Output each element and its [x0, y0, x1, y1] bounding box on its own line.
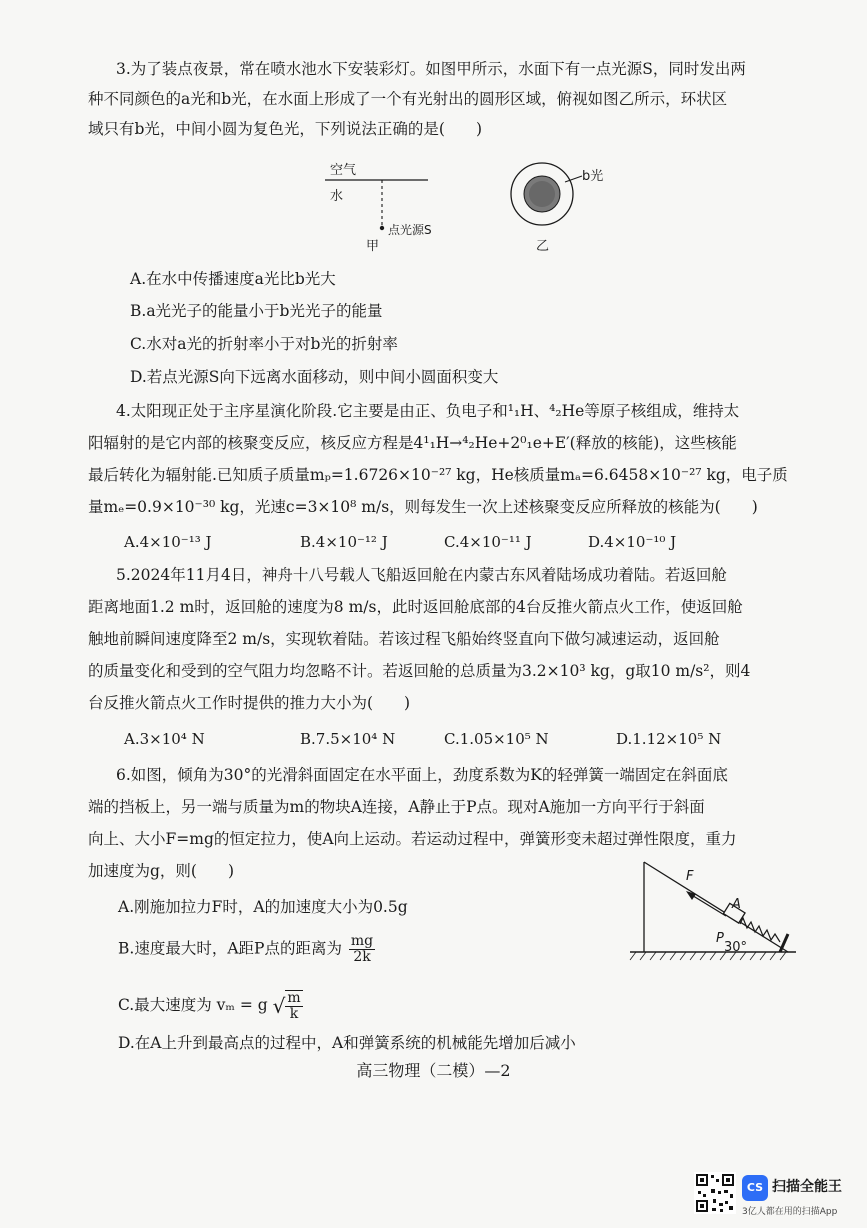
fig-incline-A: A [732, 897, 741, 912]
q6-option-b-text: B.速度最大时，A距P点的距离为 [118, 939, 342, 958]
q6-option-c-numerator: m [287, 990, 301, 1006]
q6-option-c-fraction [285, 990, 302, 1022]
q6-option-c-denominator: k [289, 1006, 299, 1022]
q5-option-a: A.3×10⁴ N [124, 730, 205, 748]
q4-option-b: B.4×10⁻¹² J [300, 533, 388, 551]
fig-jia-air: 空气 [330, 163, 357, 178]
q6-line3: 向上、大小F=mg的恒定拉力，使A向上运动。若运动过程中，弹簧形变未超过弹性限度，重力 [88, 830, 737, 848]
figure-incline [628, 856, 803, 966]
fig-incline-F: F [686, 869, 694, 884]
q4-line2: 阳辐射的是它内部的核聚变反应，核反应方程是4¹₁H→⁴₂He+2⁰₁e+E′(释放的核能)，这些核能 [88, 434, 737, 452]
cs-app-name: 扫描全能王 [772, 1179, 842, 1195]
q3-line2: 种不同颜色的a光和b光，在水面上形成了一个有光射出的圆形区域，俯视如图乙所示，环状区 [88, 90, 728, 108]
q4-line4: 量mₑ=0.9×10⁻³⁰ kg，光速c=3×10⁸ m/s，则每发生一次上述核聚变反应所释放的核能为( ) [88, 498, 758, 516]
q5-line4: 的质量变化和受到的空气阻力均忽略不计。若返回舱的总质量为3.2×10³ kg，g取10 m/s²，则4 [88, 662, 751, 680]
q5-option-d: D.1.12×10⁵ N [616, 730, 722, 748]
page-footer: 高三物理（二模）—2 [356, 1061, 511, 1080]
q6-option-b-denominator: 2k [353, 949, 371, 965]
q3-option-b: B.a光光子的能量小于b光光子的能量 [130, 302, 383, 320]
fig-incline-angle: 30° [724, 940, 748, 955]
figure-jia [320, 158, 440, 258]
fig-yi-caption: 乙 [536, 239, 550, 254]
q3-line3: 域只有b光，中间小圆为复色光，下列说法正确的是( ) [88, 120, 483, 138]
q6-option-c [118, 990, 305, 1022]
q3-option-d: D.若点光源S向下远离水面移动，则中间小圆面积变大 [130, 368, 499, 386]
cs-logo-icon: CS [742, 1175, 768, 1201]
q5-line3: 触地前瞬间速度降至2 m/s，实现软着陆。若该过程飞船始终竖直向下做匀减速运动，返回舱 [88, 630, 720, 648]
q4-option-d: D.4×10⁻¹⁰ J [588, 533, 677, 551]
cs-app-tagline: 3亿人都在用的扫描App [742, 1207, 838, 1217]
q6-line2: 端的挡板上，另一端与质量为m的物块A连接，A静止于P点。现对A施加一方向平行于斜面 [88, 798, 705, 816]
q5-option-b: B.7.5×10⁴ N [300, 730, 396, 748]
q3-line1: 3.为了装点夜景，常在喷水池水下安装彩灯。如图甲所示，水面下有一点光源S，同时发出两 [116, 60, 746, 78]
fig-jia-water: 水 [330, 189, 344, 204]
q4-option-c: C.4×10⁻¹¹ J [444, 533, 532, 551]
q6-option-d: D.在A上升到最高点的过程中，A和弹簧系统的机械能先增加后减小 [118, 1034, 576, 1052]
q6-option-b-numerator: mg [350, 933, 374, 949]
q4-option-a: A.4×10⁻¹³ J [124, 533, 212, 551]
q3-option-c: C.水对a光的折射率小于对b光的折射率 [130, 335, 398, 353]
fig-jia-source: 点光源S [388, 223, 432, 237]
q6-option-b [118, 934, 377, 965]
q4-line1: 4.太阳现正处于主序星演化阶段.它主要是由正、负电子和¹₁H、⁴₂He等原子核组成，维持太 [116, 402, 740, 420]
scanner-badge [694, 1172, 844, 1218]
fig-incline-P: P [716, 931, 724, 946]
q5-line2: 距离地面1.2 m时，返回舱的速度为8 m/s，此时返回舱底部的4台反推火箭点火工作，使返回舱 [88, 598, 743, 616]
fig-jia-caption: 甲 [366, 239, 380, 254]
q5-option-c: C.1.05×10⁵ N [444, 730, 549, 748]
q5-line1: 5.2024年11月4日，神舟十八号载人飞船返回舱在内蒙古东风着陆场成功着陆。若返回舱 [116, 566, 727, 584]
q6-option-a: A.刚施加拉力F时，A的加速度大小为0.5g [118, 898, 408, 916]
q5-line5: 台反推火箭点火工作时提供的推力大小为( ) [88, 694, 411, 712]
figure-yi [508, 160, 628, 260]
q6-option-c-text: C.最大速度为 vₘ = g [118, 996, 268, 1014]
q4-line3: 最后转化为辐射能.已知质子质量mₚ=1.6726×10⁻²⁷ kg，He核质量mₐ=6.6458×10⁻²⁷ kg，电子质 [88, 466, 788, 484]
q6-line4: 加速度为g，则( ) [88, 862, 235, 880]
q6-line1: 6.如图，倾角为30°的光滑斜面固定在水平面上，劲度系数为K的轻弹簧一端固定在斜面底 [116, 766, 728, 784]
sqrt-symbol: √ [272, 994, 286, 1018]
fig-yi-label: b光 [582, 169, 604, 184]
q3-option-a: A.在水中传播速度a光比b光大 [130, 270, 336, 288]
qr-code-icon [694, 1172, 736, 1214]
q6-option-b-fraction [349, 934, 375, 965]
